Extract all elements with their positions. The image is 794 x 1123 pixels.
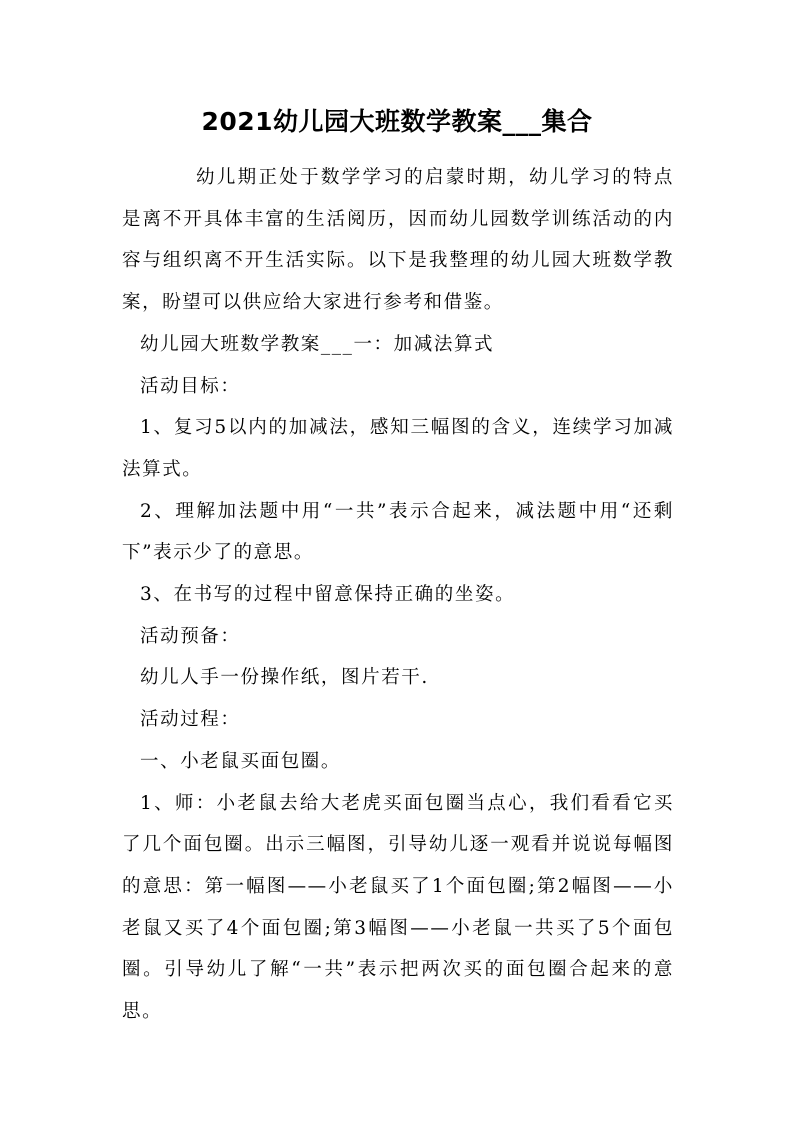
section-heading-process: 活动过程： bbox=[140, 709, 241, 731]
section-heading-goals: 活动目标： bbox=[140, 375, 241, 397]
goal-item-1: 1、复习5以内的加减法，感知三幅图的含义，连续学习加减法算式。 bbox=[122, 417, 674, 480]
goal-item-2: 2、理解加法题中用“一共”表示合起来，减法题中用“还剩下”表示少了的意思。 bbox=[122, 500, 674, 564]
preparation-text: 幼儿人手一份操作纸，图片若干. bbox=[140, 667, 429, 689]
lesson-heading: 幼儿园大班数学教案___一：加减法算式 bbox=[140, 333, 495, 355]
process-step-1: 1、师：小老鼠去给大老虎买面包圈当点心，我们看看它买了几个面包圈。出示三幅图，引导幼儿逐一观看并说说每幅图的意思：第一幅图——小老鼠买了1个面包圈;第2幅图——小老鼠又买了4个面包圈;第3幅图——小老鼠一共买了5个面包圈。引导幼儿了解“一共”表示把两次买的面包圈合起来的意思。 bbox=[122, 792, 674, 1023]
document-body bbox=[122, 157, 674, 1033]
section-heading-preparation: 活动预备： bbox=[140, 625, 241, 647]
process-step-heading: 一、小老鼠买面包圈。 bbox=[140, 750, 342, 772]
document-title: 2021幼儿园大班数学教案___集合 bbox=[201, 107, 593, 136]
intro-paragraph: 幼儿期正处于数学学习的启蒙时期，幼儿学习的特点是离不开具体丰富的生活阅历，因而幼儿园数学训练活动的内容与组织离不开生活实际。以下是我整理的幼儿园大班数学教案，盼望可以供应给大家进行参考和借鉴。 bbox=[122, 167, 674, 314]
goal-item-3: 3、在书写的过程中留意保持正确的坐姿。 bbox=[140, 584, 516, 606]
